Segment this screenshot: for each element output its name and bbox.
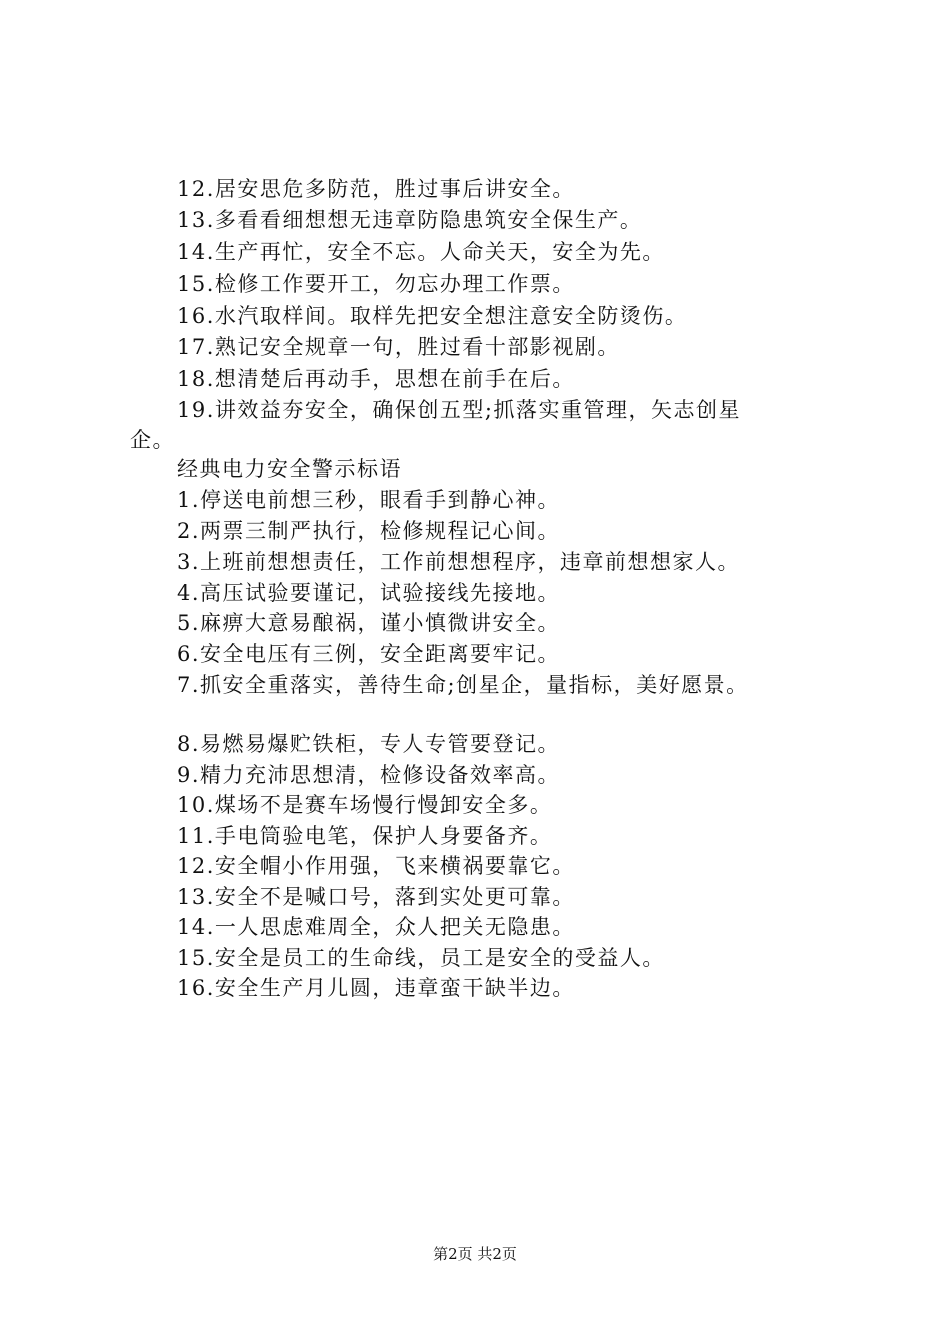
text-line: 13.多看看细想想无违章防隐患筑安全保生产。 <box>177 208 643 232</box>
text-line: 5.麻痹大意易酿祸，谨小慎微讲安全。 <box>177 611 561 635</box>
text-line: 14.一人思虑难周全，众人把关无隐患。 <box>177 915 575 939</box>
text-line-continuation: 企。 <box>130 428 175 452</box>
text-line: 11.手电筒验电笔，保护人身要备齐。 <box>177 824 553 848</box>
text-line: 14.生产再忙，安全不忘。人命关天，安全为先。 <box>177 240 665 264</box>
text-line: 2.两票三制严执行，检修规程记心间。 <box>177 519 561 543</box>
section-heading: 经典电力安全警示标语 <box>177 457 402 481</box>
page-footer: 第2页 共2页 <box>433 1245 517 1263</box>
text-line: 13.安全不是喊口号，落到实处更可靠。 <box>177 885 575 909</box>
text-line: 10.煤场不是赛车场慢行慢卸安全多。 <box>177 793 553 817</box>
text-line: 16.安全生产月儿圆，违章蛮干缺半边。 <box>177 976 575 1000</box>
text-line: 4.高压试验要谨记，试验接线先接地。 <box>177 581 561 605</box>
text-line: 9.精力充沛思想清，检修设备效率高。 <box>177 763 561 787</box>
text-line: 17.熟记安全规章一句，胜过看十部影视剧。 <box>177 335 620 359</box>
text-line: 16.水汽取样间。取样先把安全想注意安全防烫伤。 <box>177 304 688 328</box>
text-line: 1.停送电前想三秒，眼看手到静心神。 <box>177 488 561 512</box>
text-line: 15.检修工作要开工，勿忘办理工作票。 <box>177 272 575 296</box>
text-line: 19.讲效益夯安全，确保创五型;抓落实重管理，矢志创星 <box>177 398 741 422</box>
text-line: 12.安全帽小作用强，飞来横祸要靠它。 <box>177 854 575 878</box>
text-line: 15.安全是员工的生命线，员工是安全的受益人。 <box>177 946 665 970</box>
text-line: 7.抓安全重落实，善待生命;创星企，量指标，美好愿景。 <box>177 673 749 697</box>
text-line: 6.安全电压有三例，安全距离要牢记。 <box>177 642 561 666</box>
text-line: 18.想清楚后再动手，思想在前手在后。 <box>177 367 575 391</box>
text-line: 3.上班前想想责任，工作前想想程序，违章前想想家人。 <box>177 550 741 574</box>
text-line: 12.居安思危多防范，胜过事后讲安全。 <box>177 177 575 201</box>
text-line: 8.易燃易爆贮铁柜，专人专管要登记。 <box>177 732 561 756</box>
